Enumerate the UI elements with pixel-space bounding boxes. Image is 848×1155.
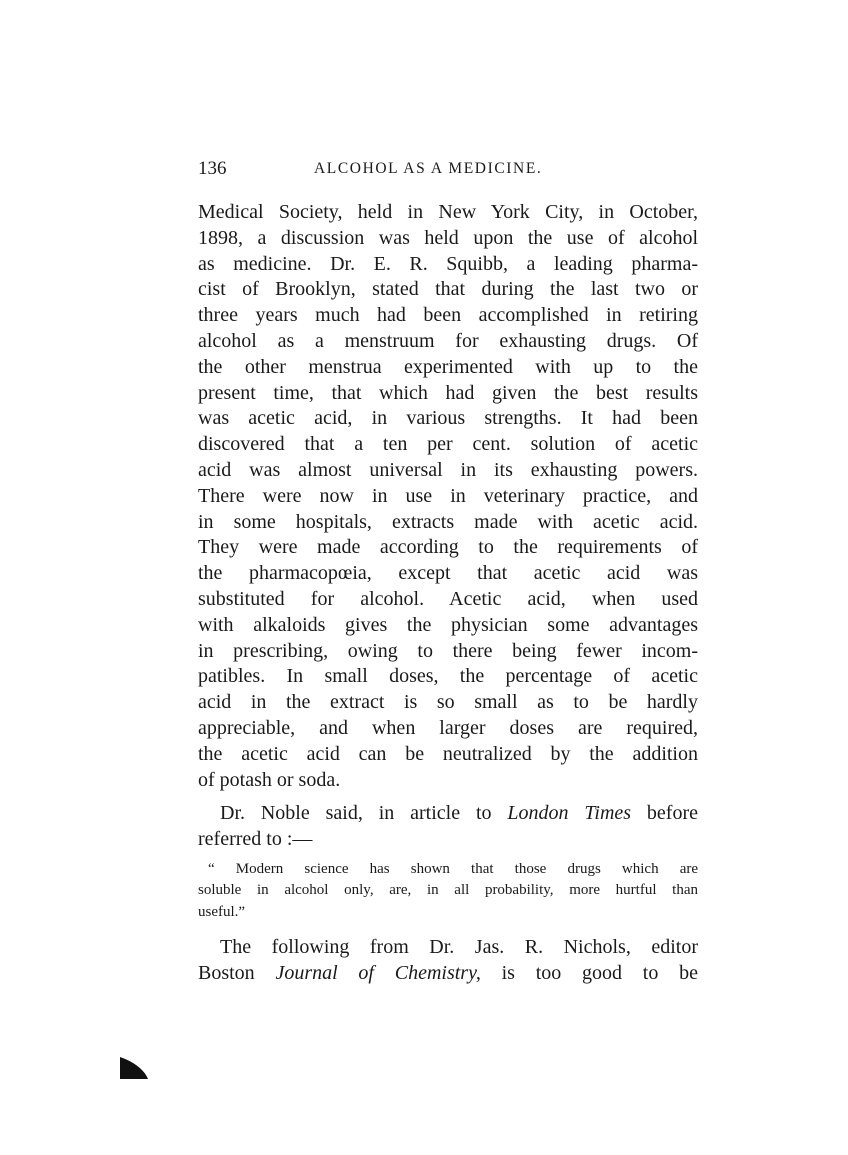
text-line: patibles. In small doses, the percentage of acetic xyxy=(198,665,698,688)
text-line: acid in the extract is so small as to be hardly xyxy=(198,691,698,714)
text-line: the pharmacopœia, except that acetic acid was xyxy=(198,562,698,585)
text-line: The following from Dr. Jas. R. Nichols, editor xyxy=(220,936,698,959)
text-line: acid was almost universal in its exhausting powers. xyxy=(198,458,698,481)
text-line: 1898, a discussion was held upon the use of alcohol xyxy=(198,226,698,249)
text-line: There were now in use in veterinary practice, and xyxy=(198,484,698,507)
running-title: ALCOHOL AS A MEDICINE. xyxy=(314,160,543,177)
text-line: substituted for alcohol. Acetic acid, when used xyxy=(198,587,698,610)
page-corner-mark-icon xyxy=(120,1057,148,1079)
italic-title: Journal of Chemistry, xyxy=(275,962,481,985)
paragraph-3 xyxy=(198,935,698,987)
text-line: as medicine. Dr. E. R. Squibb, a leading pharma- xyxy=(198,252,698,275)
text-line: cist of Brooklyn, stated that during the last two or xyxy=(198,278,698,301)
running-head xyxy=(198,158,698,186)
body-text xyxy=(198,200,698,987)
quote-line: useful.” xyxy=(198,903,246,920)
text-line: discovered that a ten per cent. solution of acetic xyxy=(198,433,698,456)
text-line: in prescribing, owing to there being fewer incom- xyxy=(198,639,698,662)
text-line: three years much had been accomplished in retiring xyxy=(198,304,698,327)
text-span: is too good to be xyxy=(480,962,698,985)
italic-title: London Times xyxy=(507,802,632,825)
text-line: alcohol as a menstruum for exhausting drugs. Of xyxy=(198,329,698,352)
text-line xyxy=(198,961,698,987)
quote-line: “ Modern science has shown that those drugs which are xyxy=(208,860,698,877)
quote-line: soluble in alcohol only, are, in all probability, more hurtful than xyxy=(198,882,698,899)
text-line: with alkaloids gives the physician some advantages xyxy=(198,613,698,636)
paragraph-1 xyxy=(198,200,698,793)
paragraph-2 xyxy=(198,801,698,853)
text-line: was acetic acid, in various strengths. It had been xyxy=(198,407,698,430)
text-line: of potash or soda. xyxy=(198,768,341,791)
text-span: before xyxy=(631,802,698,825)
text-line: the acetic acid can be neutralized by the addition xyxy=(198,742,698,765)
text-line: They were made according to the requirements of xyxy=(198,536,698,559)
text-line: the other menstrua experimented with up to the xyxy=(198,355,698,378)
block-quote xyxy=(198,859,698,924)
text-line: appreciable, and when larger doses are required, xyxy=(198,716,698,739)
text-span: Boston xyxy=(198,962,276,985)
text-line: referred to :— xyxy=(198,828,313,851)
page-number: 136 xyxy=(198,158,227,179)
text-line xyxy=(198,801,698,827)
text-span: Dr. Noble said, in article to xyxy=(220,802,508,825)
text-line: present time, that which had given the best results xyxy=(198,381,698,404)
text-line: Medical Society, held in New York City, in October, xyxy=(198,201,698,223)
text-line: in some hospitals, extracts made with acetic acid. xyxy=(198,510,698,533)
